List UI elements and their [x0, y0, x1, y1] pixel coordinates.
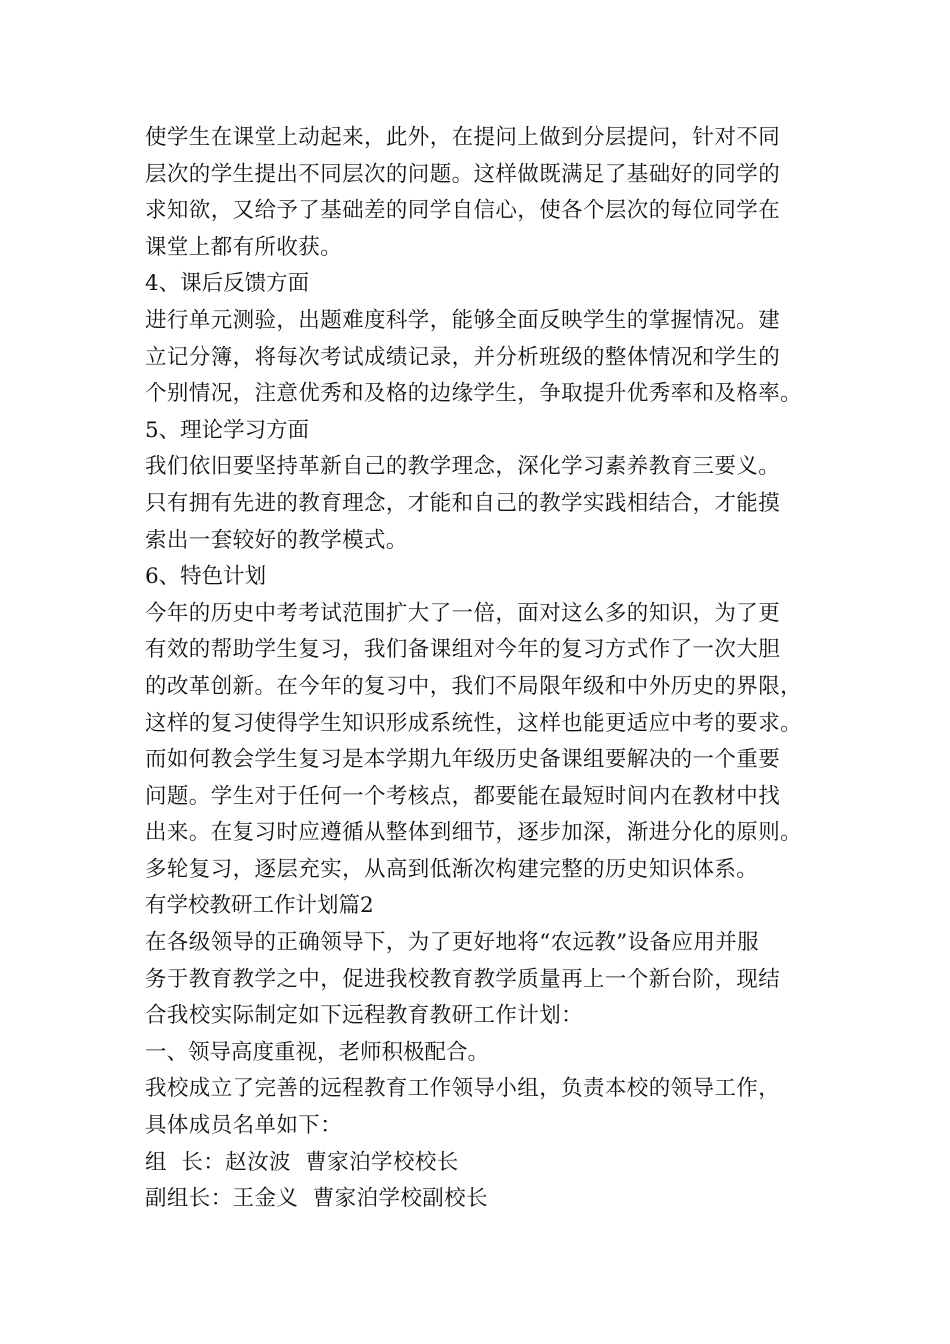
section-heading: 有学校教研工作计划篇2: [145, 893, 374, 919]
text-line: 求知欲，又给予了基础差的同学自信心，使各个层次的每位同学在: [145, 198, 781, 224]
text-line: 立记分簿，将每次考试成绩记录，并分析班级的整体情况和学生的: [145, 344, 781, 370]
text-line: 今年的历史中考考试范围扩大了一倍，面对这么多的知识，为了更: [145, 600, 781, 626]
text-line: 多轮复习，逐层充实，从高到低渐次构建完整的历史知识体系。: [145, 856, 759, 882]
section-heading: 一、领导高度重视，老师积极配合。: [145, 1039, 490, 1065]
document-body: [145, 120, 825, 1218]
text-line: 问题。学生对于任何一个考核点，都要能在最短时间内在教材中找: [145, 783, 781, 809]
text-line: 合我校实际制定如下远程教育教研工作计划：: [145, 1003, 584, 1029]
text-line: 进行单元测验，出题难度科学，能够全面反映学生的掌握情况。建: [145, 307, 781, 333]
text-line: 有效的帮助学生复习，我们备课组对今年的复习方式作了一次大胆: [145, 637, 781, 663]
text-line: 具体成员名单如下：: [145, 1113, 343, 1139]
section-heading: 4、课后反馈方面: [145, 271, 310, 297]
text-line: 个别情况，注意优秀和及格的边缘学生，争取提升优秀率和及格率。: [145, 381, 803, 407]
member-line: 组 长：赵汝波 曹家泊学校校长: [145, 1149, 459, 1175]
text-line: 我校成立了完善的远程教育工作领导小组，负责本校的领导工作，: [145, 1076, 781, 1102]
section-heading: 6、特色计划: [145, 564, 267, 590]
text-line: 的改革创新。在今年的复习中，我们不局限年级和中外历史的界限，: [145, 673, 803, 699]
member-line: 副组长：王金义 曹家泊学校副校长: [145, 1186, 488, 1212]
text-line: 在各级领导的正确领导下，为了更好地将“农远教”设备应用并服: [145, 930, 760, 956]
text-line: 而如何教会学生复习是本学期九年级历史备课组要解决的一个重要: [145, 747, 781, 773]
text-line: 我们依旧要坚持革新自己的教学理念，深化学习素养教育三要义。: [145, 454, 781, 480]
text-line: 务于教育教学之中，促进我校教育教学质量再上一个新台阶，现结: [145, 966, 781, 992]
section-heading: 5、理论学习方面: [145, 417, 310, 443]
text-line: 使学生在课堂上动起来，此外，在提问上做到分层提问，针对不同: [145, 125, 781, 150]
text-line: 这样的复习使得学生知识形成系统性，这样也能更适应中考的要求。: [145, 710, 803, 736]
text-line: 只有拥有先进的教育理念，才能和自己的教学实践相结合，才能摸: [145, 490, 781, 516]
text-line: 课堂上都有所收获。: [145, 234, 343, 260]
text-line: 层次的学生提出不同层次的问题。这样做既满足了基础好的同学的: [145, 161, 781, 187]
text-line: 索出一套较好的教学模式。: [145, 527, 408, 553]
text-line: 出来。在复习时应遵循从整体到细节，逐步加深，渐进分化的原则。: [145, 820, 803, 846]
